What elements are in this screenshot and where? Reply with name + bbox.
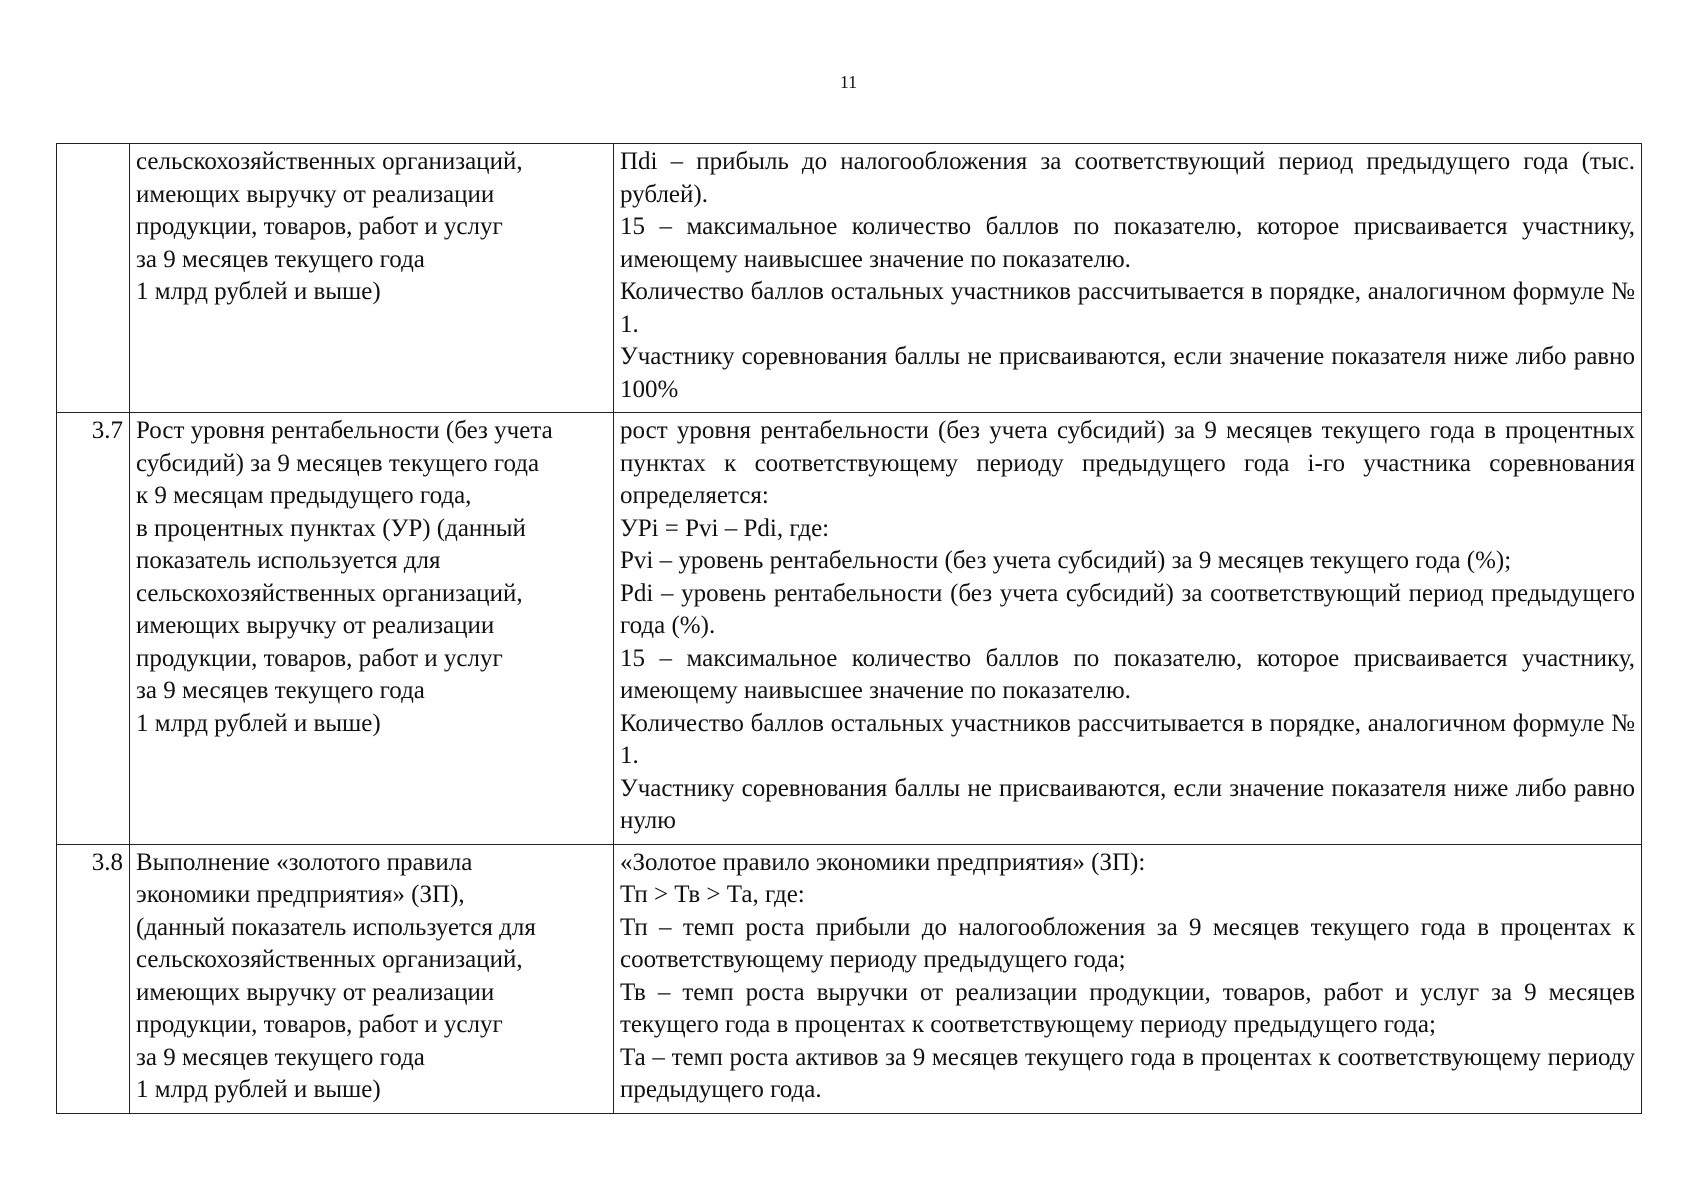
indicator-name-line: продукции, товаров, работ и услуг (136, 1011, 503, 1038)
indicator-name-line: 1 млрд рублей и выше) (136, 278, 381, 305)
table-row (57, 844, 1642, 1113)
description-paragraph: Количество баллов остальных участников рассчитывается в порядке, аналогичном формуле № 1. (620, 709, 1635, 769)
indicator-name-line: за 9 месяцев текущего года (136, 1043, 425, 1071)
indicator-name-line: сельскохозяйственных организаций, (136, 148, 523, 175)
indicator-name-line: субсидий) за 9 месяцев текущего года (136, 449, 540, 477)
page-number: 11 (839, 72, 858, 92)
indicator-name-line: экономики предприятия» (ЗП), (136, 881, 465, 908)
indicator-name-line: за 9 месяцев текущего года (136, 245, 425, 273)
description-paragraph: 15 – максимальное количество баллов по показателю, которое присваивается участнику, имеющему наивысшее значение по показателю. (620, 644, 1635, 704)
description-paragraph: Та – темп роста активов за 9 месяцев текущего года в процентах к соответствующему периоду предыдущего года. (620, 1043, 1635, 1103)
indicator-name (130, 413, 614, 845)
indicator-name (130, 844, 614, 1113)
indicator-name-line: сельскохозяйственных организаций, (136, 579, 523, 607)
indicator-name-line: имеющих выручку от реализации (136, 978, 495, 1006)
indicator-description (614, 413, 1642, 845)
description-paragraph: Участнику соревнования баллы не присваиваются, если значение показателя ниже либо равно 100% (620, 343, 1635, 403)
description-paragraph: Рvi – уровень рентабельности (без учета субсидий) за 9 месяцев текущего года (%); (620, 547, 1512, 574)
indicator-description (614, 844, 1642, 1113)
table-row (57, 413, 1642, 845)
indicator-name (130, 144, 614, 413)
description-paragraph: Пdi – прибыль до налогообложения за соответствующий период предыдущего года (тыс. рублей). (620, 148, 1635, 208)
row-number (57, 144, 130, 413)
indicator-name-line: показатель используется для (136, 547, 441, 574)
indicator-name-line: к 9 месяцам предыдущего года, (136, 482, 472, 509)
indicator-name-line: Выполнение «золотого правила (136, 848, 473, 876)
description-paragraph: Тп > Тв > Та, где: (620, 881, 805, 908)
description-paragraph: Тп – темп роста прибыли до налогообложения за 9 месяцев текущего года в процентах к соответствующему периоду предыдущего года; (620, 913, 1635, 973)
indicator-name-line: 1 млрд рублей и выше) (136, 1076, 381, 1103)
description-paragraph: 15 – максимальное количество баллов по показателю, которое присваивается участнику, имеющему наивысшее значение по показателю. (620, 213, 1635, 273)
indicator-name-line: (данный показатель используется для (136, 913, 536, 941)
description-paragraph: УРi = Рvi – Рdi, где: (620, 514, 830, 542)
row-number: 3.7 (57, 413, 130, 845)
indicator-name-line: имеющих выручку от реализации (136, 612, 495, 639)
description-paragraph: «Золотое правило экономики предприятия» (ЗП): (620, 848, 1146, 876)
indicator-name-line: в процентных пунктах (УР) (данный (136, 514, 526, 542)
indicator-name-line: продукции, товаров, работ и услуг (136, 213, 503, 240)
description-paragraph: рост уровня рентабельности (без учета субсидий) за 9 месяцев текущего года в процентных пунктах к соответствующему периоду предыдущего года i-го участника соревнования определяется: (620, 417, 1635, 509)
indicator-name-line: 1 млрд рублей и выше) (136, 709, 381, 737)
description-paragraph: Рdi – уровень рентабельности (без учета субсидий) за соответствующий период предыдущего года (%). (620, 579, 1635, 639)
indicator-name-line: за 9 месяцев текущего года (136, 677, 425, 704)
row-number: 3.8 (57, 844, 130, 1113)
indicator-description (614, 144, 1642, 413)
indicator-name-line: сельскохозяйственных организаций, (136, 946, 523, 973)
description-paragraph: Количество баллов остальных участников рассчитывается в порядке, аналогичном формуле № 1. (620, 278, 1635, 338)
indicator-name-line: Рост уровня рентабельности (без учета (136, 417, 553, 444)
indicator-table (56, 143, 1642, 1114)
indicator-name-line: имеющих выручку от реализации (136, 180, 495, 208)
description-paragraph: Участнику соревнования баллы не присваиваются, если значение показателя ниже либо равно нулю (620, 774, 1635, 834)
indicator-name-line: продукции, товаров, работ и услуг (136, 644, 503, 672)
table-row (57, 144, 1642, 413)
description-paragraph: Тв – темп роста выручки от реализации продукции, товаров, работ и услуг за 9 месяцев текущего года в процентах к соответствующему периоду предыдущего года; (620, 978, 1635, 1038)
